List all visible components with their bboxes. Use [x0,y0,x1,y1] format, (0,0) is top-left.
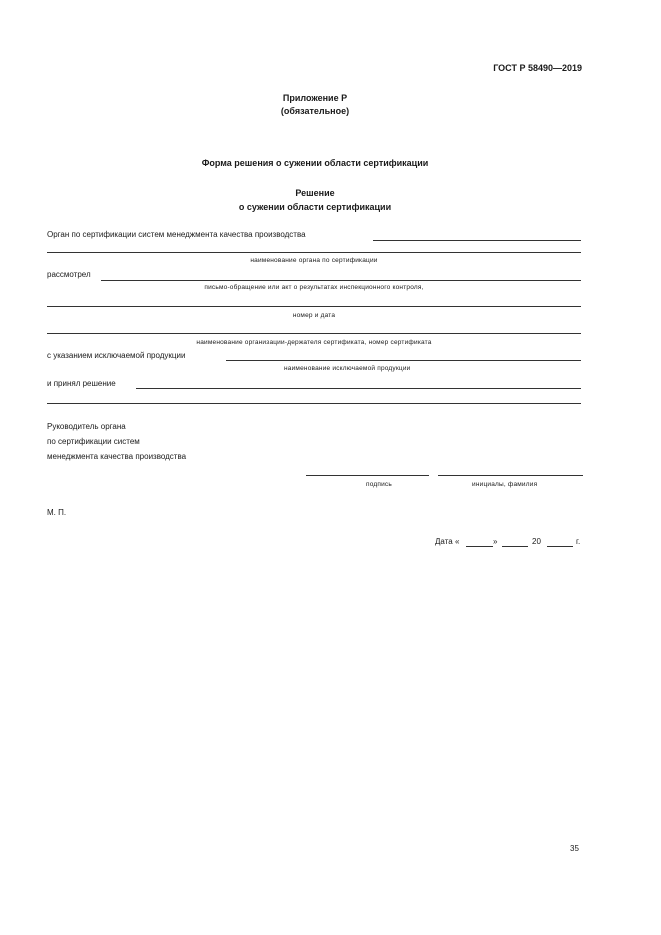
page-number: 35 [570,844,579,853]
reviewed-label: рассмотрел [47,270,91,279]
name-caption: инициалы, фамилия [472,481,538,488]
signature-title-1: Руководитель органа [47,422,126,431]
decision-label: и принял решение [47,379,116,388]
date-year-line[interactable] [547,546,573,547]
date-prefix: Дата « [435,537,460,546]
signature-title-2: по сертификации систем [47,437,140,446]
date-day-line[interactable] [466,546,493,547]
number-caption: номер и дата [292,312,336,319]
date-suffix: г. [576,537,581,546]
signature-title-3: менеджмента качества производства [47,452,187,461]
reviewed-caption: письмо-обращение или акт о результатах инспекционного контроля, [204,284,424,291]
name-line[interactable] [438,475,583,476]
decision-subtitle: о сужении области сертификации [238,202,392,212]
date-year-prefix: 20 [532,537,541,546]
organ-caption: наименование органа по сертификации [250,257,378,264]
reviewed-input-line[interactable] [101,280,581,281]
standard-code: ГОСТ Р 58490—2019 [493,63,582,73]
organ-label: Орган по сертификации систем менеджмента качества производства [47,230,306,239]
organ-input-line-2[interactable] [47,252,581,253]
date-mid1: » [493,537,498,546]
decision-title: Решение [295,188,335,198]
stamp-label: М. П. [47,508,67,517]
decision-input-line-2[interactable] [47,403,581,404]
appendix-title: Приложение Р [282,93,348,103]
number-input-line[interactable] [47,306,581,307]
form-title: Форма решения о сужении области сертификации [201,158,429,168]
date-month-line[interactable] [502,546,528,547]
org-caption: наименование организации-держателя сертификата, номер сертификата [196,339,432,346]
appendix-status: (обязательное) [280,106,350,116]
decision-input-line[interactable] [136,388,581,389]
signature-line[interactable] [306,475,429,476]
organ-input-line[interactable] [373,240,581,241]
excluded-caption: наименование исключаемой продукции [284,365,411,372]
excluded-label: с указанием исключаемой продукции [47,351,186,360]
org-input-line[interactable] [47,333,581,334]
excluded-input-line[interactable] [226,360,581,361]
signature-caption: подпись [366,481,392,488]
